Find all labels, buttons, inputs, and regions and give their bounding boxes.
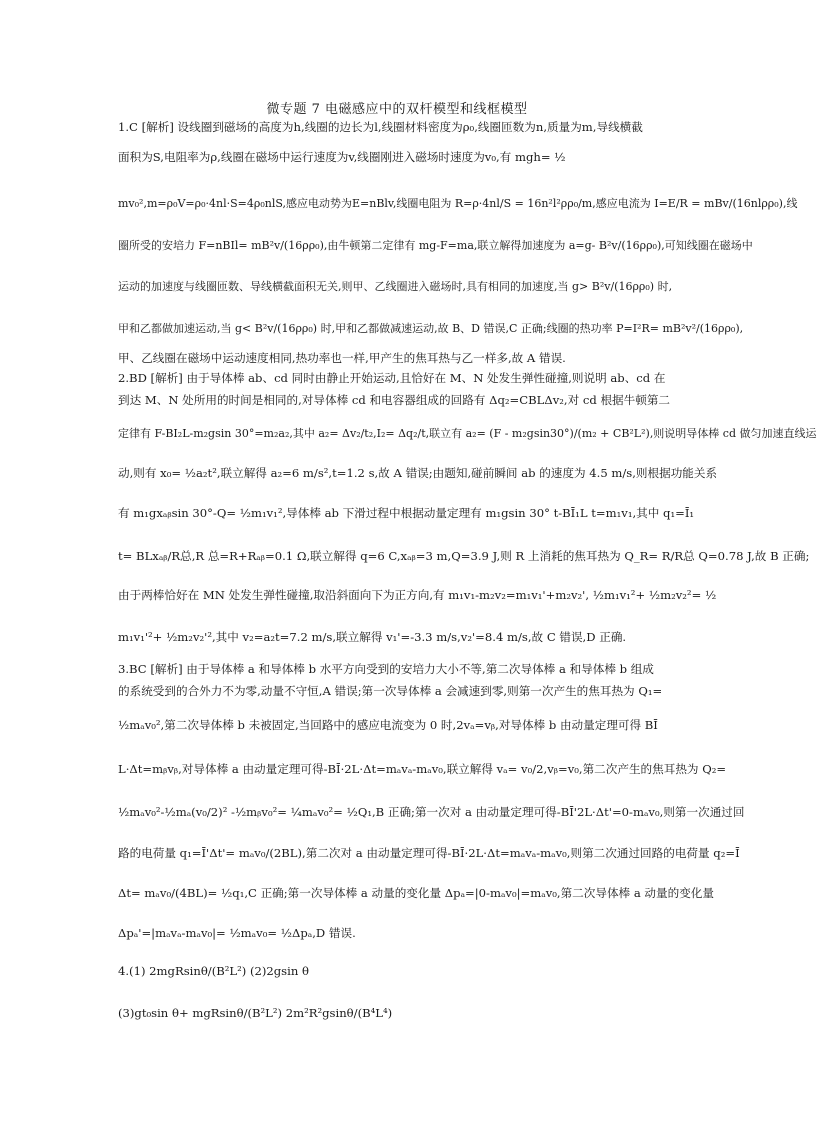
- text-line: L·Δt=mᵦvᵦ,对导体棒 a 由动量定理可得-BĪ·2L·Δt=mₐvₐ-mₐv₀,联立解得 vₐ= v₀/2,vᵦ=v₀,第二次产生的焦耳热为 Q₂=: [118, 762, 727, 776]
- text-line: ½mₐv₀²-½mₐ(v₀/2)² -½mᵦv₀²= ¼mₐv₀²= ½Q₁,B 正确;第一次对 a 由动量定理可得-BĪ'2L·Δt'=0-mₐv₀,则第一次通过回: [118, 805, 745, 819]
- text-line: 3.BC [解析] 由于导体棒 a 和导体棒 b 水平方向受到的安培力大小不等,第二次导体棒 a 和导体棒 b 组成: [118, 662, 654, 676]
- text-line: 甲、乙线圈在磁场中运动速度相同,热功率也一样,甲产生的焦耳热与乙一样多,故 A 错误.: [118, 351, 566, 365]
- text-line: 圈所受的安培力 F=nBIl= mB²v/(16ρρ₀),由牛顿第二定律有 mg-F=ma,联立解得加速度为 a=g- B²v/(16ρρ₀),可知线圈在磁场中: [118, 239, 753, 252]
- text-line: m₁v₁'²+ ½m₂v₂'²,其中 v₂=a₂t=7.2 m/s,联立解得 v₁'=-3.3 m/s,v₂'=8.4 m/s,故 C 错误,D 正确.: [118, 630, 627, 644]
- text-line: 有 m₁gxₐᵦsin 30°-Q= ½m₁v₁²,导体棒 ab 下滑过程中根据动量定理有 m₁gsin 30° t-BĪ₁L t=m₁v₁,其中 q₁=Ī₁: [118, 506, 695, 520]
- text-line: 路的电荷量 q₁=Ī'Δt'= mₐv₀/(2BL),第二次对 a 由动量定理可得-BĪ·2L·Δt=mₐvₐ-mₐv₀,则第二次通过回路的电荷量 q₂=Ī: [118, 846, 740, 860]
- text-line: Δt= mₐv₀/(4BL)= ½q₁,C 正确;第一次导体棒 a 动量的变化量 Δpₐ=|0-mₐv₀|=mₐv₀,第二次导体棒 a 动量的变化量: [118, 886, 714, 900]
- text-line: 由于两棒恰好在 MN 处发生弹性碰撞,取沿斜面向下为正方向,有 m₁v₁-m₂v₂=m₁v₁'+m₂v₂', ½m₁v₁²+ ½m₂v₂²= ½: [118, 588, 717, 602]
- text-line: 动,则有 x₀= ½a₂t²,联立解得 a₂=6 m/s²,t=1.2 s,故 A 错误;由题知,碰前瞬间 ab 的速度为 4.5 m/s,则根据功能关系: [118, 466, 718, 480]
- text-line: mv₀²,m=ρ₀V=ρ₀·4nl·S=4ρ₀nlS,感应电动势为E=nBlv,线圈电阻为 R=ρ·4nl/S = 16n²l²ρρ₀/m,感应电流为 I=E/R = mBv/(16nlρρ₀),线: [118, 197, 798, 210]
- text-line: 4.(1) 2mgRsinθ/(B²L²) (2)2gsin θ: [118, 964, 309, 978]
- text-line: 甲和乙都做加速运动,当 g< B²v/(16ρρ₀) 时,甲和乙都做减速运动,故 B、D 错误,C 正确;线圈的热功率 P=I²R= mB²v²/(16ρρ₀),: [118, 322, 744, 335]
- text-line: t= BLxₐᵦ/R总,R 总=R+Rₐᵦ=0.1 Ω,联立解得 q=6 C,xₐᵦ=3 m,Q=3.9 J,则 R 上消耗的焦耳热为 Q_R= R/R总 Q=0.78 J,故 B 正确;: [118, 549, 810, 563]
- text-line: 定律有 F-BI₂L-m₂gsin 30°=m₂a₂,其中 a₂= Δv₂/t₂,I₂= Δq₂/t,联立有 a₂= (F - m₂gsin30°)/(m₂ + CB²L²),则说明导体棒 cd 做匀加速直线运: [118, 427, 817, 440]
- text-line: 1.C [解析] 设线圈到磁场的高度为h,线圈的边长为l,线圈材料密度为ρ₀,线圈匝数为n,质量为m,导线横截: [118, 120, 643, 134]
- text-line: ½mₐv₀²,第二次导体棒 b 未被固定,当回路中的感应电流变为 0 时,2vₐ=vᵦ,对导体棒 b 由动量定理可得 BĪ: [118, 718, 658, 732]
- text-line: 运动的加速度与线圈匝数、导线横截面积无关,则甲、乙线圈进入磁场时,具有相同的加速度,当 g> B²v/(16ρρ₀) 时,: [118, 280, 673, 293]
- text-line: 面积为S,电阻率为ρ,线圈在磁场中运行速度为v,线圈刚进入磁场时速度为v₀,有 mgh= ½: [118, 150, 566, 164]
- text-line: 的系统受到的合外力不为零,动量不守恒,A 错误;第一次导体棒 a 会减速到零,则第一次产生的焦耳热为 Q₁=: [118, 684, 663, 698]
- page-title: 微专题 7 电磁感应中的双杆模型和线框模型: [266, 102, 528, 117]
- text-line: (3)gt₀sin θ+ mgRsinθ/(B²L²) 2m²R²gsinθ/(B⁴L⁴): [118, 1006, 393, 1020]
- text-line: 2.BD [解析] 由于导体棒 ab、cd 同时由静止开始运动,且恰好在 M、N 处发生弹性碰撞,则说明 ab、cd 在: [118, 371, 666, 385]
- text-line: Δpₐ'=|mₐvₐ-mₐv₀|= ½mₐv₀= ½Δpₐ,D 错误.: [118, 926, 356, 940]
- text-line: 到达 M、N 处所用的时间是相同的,对导体棒 cd 和电容器组成的回路有 Δq₂=CBLΔv₂,对 cd 根据牛顿第二: [118, 393, 671, 407]
